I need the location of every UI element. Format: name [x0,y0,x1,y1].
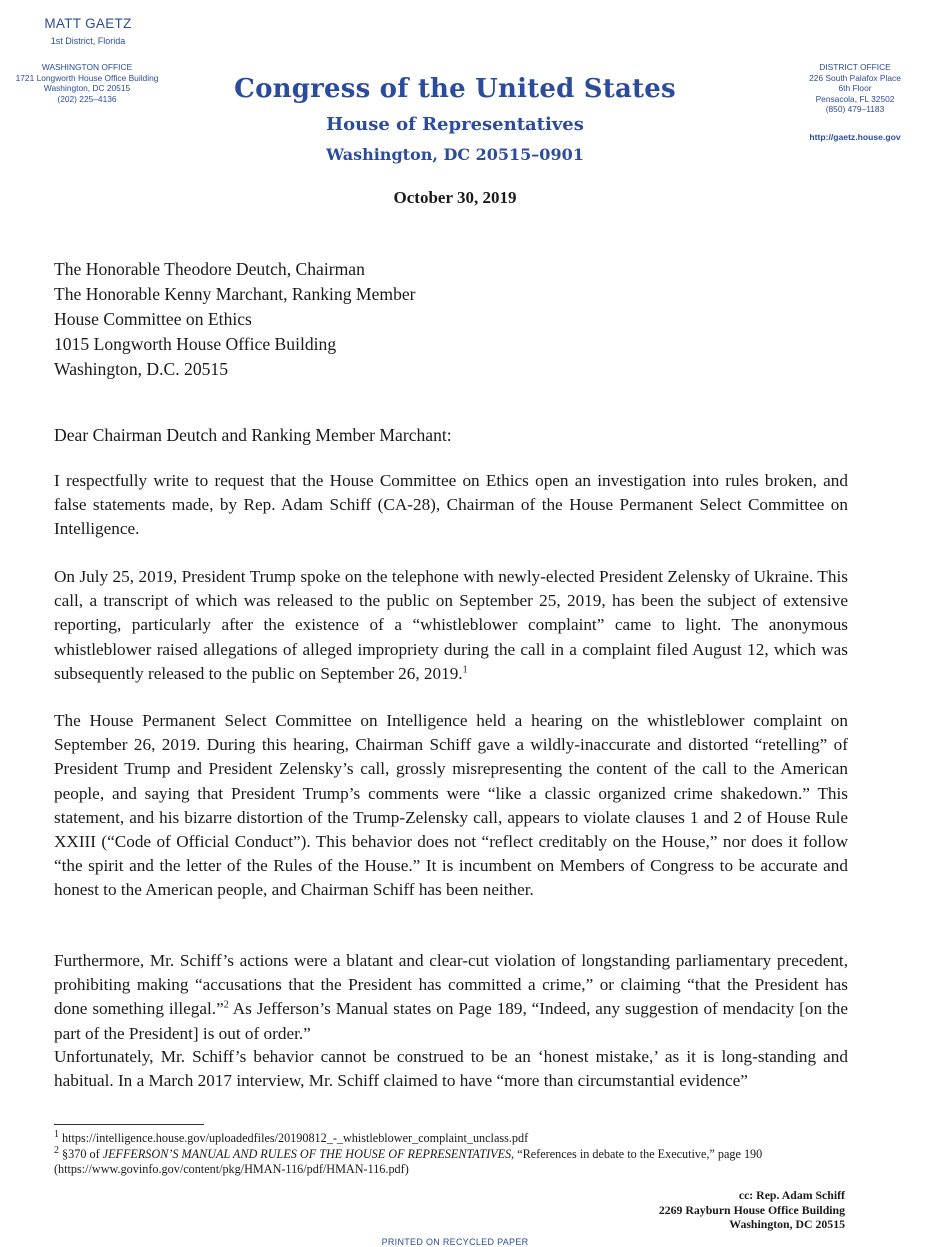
washington-office-line2: Washington, DC 20515 [43,83,131,93]
body-paragraph [54,469,848,542]
washington-office-phone: (202) 225–4136 [57,93,117,104]
addressee-line: Washington, D.C. 20515 [54,359,229,379]
letterhead-house: House of Representatives [326,114,584,135]
letter-date: October 30, 2019 [393,188,517,207]
sender-district: 1st District, Florida [50,36,126,46]
salutation: Dear Chairman Deutch and Ranking Member Marchant: [54,425,452,445]
addressee-line: House Committee on Ethics [54,309,252,329]
addressee-line: The Honorable Kenny Marchant, Ranking Member [54,284,416,304]
footnote-1-text: https://intelligence.house.gov/uploadedfiles/20190812_-_whistleblower_complaint_unclass.pdf [62,1131,529,1145]
paragraph-text: As Jefferson’s Manual states on Page 189, “Indeed, any suggestion of mendacity [on the part of the President] is out of order.” [54,999,848,1043]
paragraph-text: Unfortunately, Mr. Schiff’s behavior cannot be construed to be an ‘honest mistake,’ as it is long-standing and habitual. In a March 2017 interview, Mr. Schiff claimed to have “more than circumstantial evidence” [54,1047,848,1091]
body-paragraph [54,949,848,1046]
district-office-label: DISTRICT OFFICE [819,62,891,72]
paragraph-text: On July 25, 2019, President Trump spoke on the telephone with newly-elected President Zelensky of Ukraine. This call, a transcript of which was released to the public on September 25, 2019, has been the subject of extensive reporting, particularly after the existence of a “whistleblower complaint” came to light. The anonymous whistleblower raised allegations of alleged impropriety during the call in a complaint filed August 12, which was subsequently released to the public on September 26, 2019. [54,567,848,683]
district-office-phone: (850) 479–1183 [825,104,885,114]
footnote-mark: 2 [223,999,229,1011]
paragraph-text: I respectfully write to request that the House Committee on Ethics open an investigation into rules broken, and false statements made, by Rep. Adam Schiff (CA-28), Chairman of the House Permanent Select Committee on Intelligence. [54,471,848,539]
recycled-paper-footer: PRINTED ON RECYCLED PAPER [381,1237,529,1247]
cc-line: 2269 Rayburn House Office Building [658,1202,845,1217]
footnote-mark: 1 [462,664,468,676]
footnotes [54,1128,844,1178]
body-paragraph [54,1045,848,1093]
cc-line: cc: Rep. Adam Schiff [738,1188,845,1202]
district-office-line3: Pensacola, FL 32502 [815,93,895,104]
cc-line: Washington, DC 20515 [729,1217,845,1231]
washington-office-block [0,62,180,104]
district-office-line2: 6th Floor [838,83,872,93]
district-office-url: http://gaetz.house.gov [809,132,901,142]
body-paragraph [54,565,848,686]
footnote-number: 1 [54,1128,59,1140]
footnote-2-prefix: §370 of [62,1146,103,1161]
footnote-2 [54,1144,844,1178]
washington-office-line1: 1721 Longworth House Office Building [15,72,159,83]
letterhead-address: Washington, DC 20515–0901 [326,145,584,164]
footnote-2-suffix: , “References in debate to the Executive,” page 190 (https://www.govinfo.gov/content/pkg/HMAN-116/pdf/HMAN-116.pdf) [54,1146,763,1176]
addressee-block [54,257,416,382]
addressee-line: The Honorable Theodore Deutch, Chairman [54,259,365,279]
letterhead-title: Congress of the United States [234,74,676,104]
footnote-2-title: JEFFERSON’S MANUAL AND RULES OF THE HOUSE OF REPRESENTATIVES [102,1146,512,1161]
washington-office-label: WASHINGTON OFFICE [41,62,133,72]
addressee-line: 1015 Longworth House Office Building [54,334,337,354]
footnote-number: 2 [54,1144,59,1156]
footnote-divider [54,1124,204,1125]
footnote-1 [54,1128,844,1147]
district-office-block [780,62,930,115]
district-office-line1: 226 South Palafox Place [809,72,901,83]
cc-block [659,1188,845,1232]
paragraph-text: Furthermore, Mr. Schiff’s actions were a blatant and clear-cut violation of longstanding parliamentary precedent, prohibiting making “accusations that the President has committed a crime,” or claiming “that the President has done something illegal.” [54,951,848,1019]
paragraph-text: The House Permanent Select Committee on Intelligence held a hearing on the whistleblower complaint on September 26, 2019. During this hearing, Chairman Schiff gave a wildly-inaccurate and distorted “retelling” of President Trump and President Zelensky’s call, grossly misrepresenting the content of the call to the American people, and saying that President Trump’s comments were “like a classic organized crime shakedown.” This statement, and his bizarre distortion of the Trump-Zelensky call, appears to violate clauses 1 and 2 of House Rule XXIII (“Code of Official Conduct”). This behavior does not “reflect creditably on the House,” nor does it follow “the spirit and the letter of the Rules of the House.” It is incumbent on Members of Congress to be accurate and honest to the American people, and Chairman Schiff has been neither. [54,711,848,900]
sender-name: MATT GAETZ [44,16,132,31]
body-paragraph [54,709,848,903]
